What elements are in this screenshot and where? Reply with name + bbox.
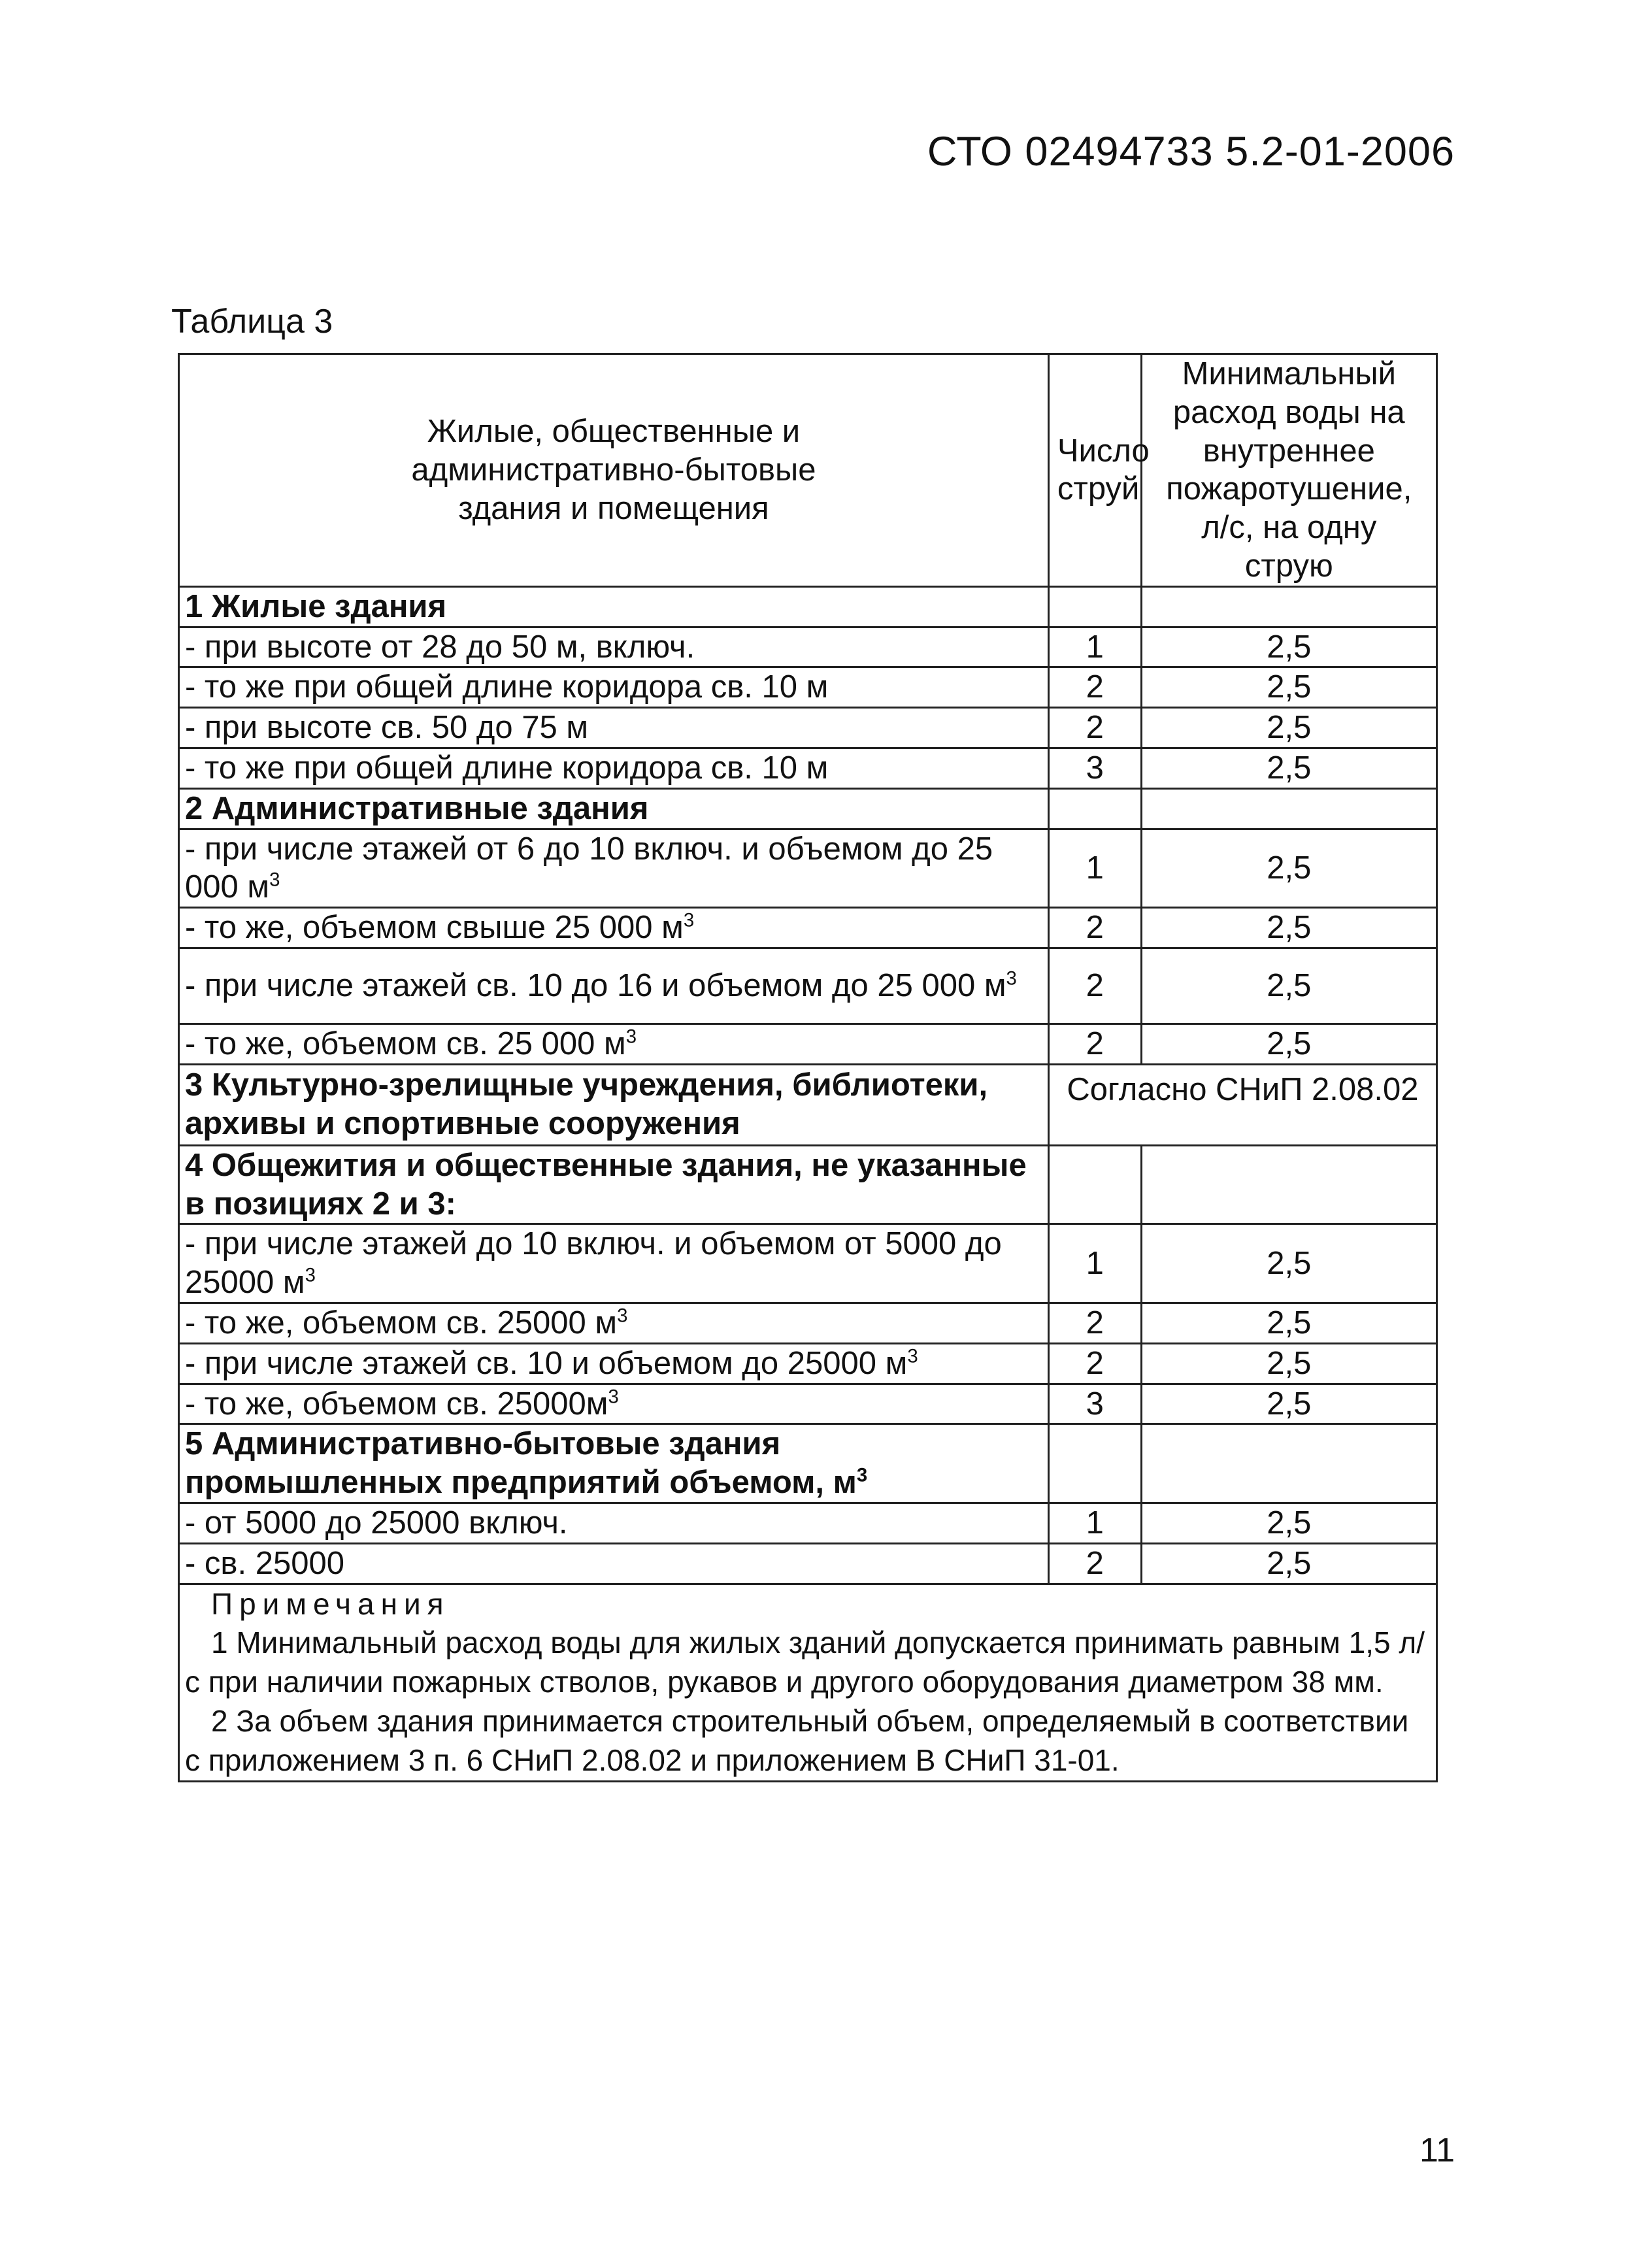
row-flow: 2,5 (1141, 748, 1436, 788)
row-desc-text: - то же, объемом св. 25000 м (185, 1305, 618, 1341)
row-desc (179, 1024, 1049, 1064)
row-flow: 2,5 (1141, 829, 1436, 908)
row-desc: - от 5000 до 25000 включ. (179, 1503, 1049, 1543)
superscript: 3 (856, 1464, 868, 1486)
header-flow: Минимальный расход воды на внутреннее пожаротушение, л/с, на одну струю (1141, 354, 1436, 587)
row-desc-text: - при числе этажей от 6 до 10 включ. и объемом до 25 000 м (185, 831, 993, 905)
fire-water-table (178, 353, 1438, 1782)
document-code: СТО 02494733 5.2-01-2006 (927, 129, 1455, 175)
row-flow: 2,5 (1141, 1384, 1436, 1424)
section-title-text: 5 Административно-бытовые здания промышленных предприятий объемом, м (185, 1426, 857, 1501)
table-row (179, 1503, 1437, 1543)
notes-heading: Примечания (211, 1586, 450, 1621)
section-value: Согласно СНиП 2.08.02 (1048, 1064, 1436, 1145)
note-1: 1 Минимальный расход воды для жилых зданий допускается принимать равным 1,5 л/с при наличии пожарных стволов, рукавов и другого оборудования диаметром 38 мм. (185, 1626, 1425, 1699)
row-desc-text: - то же, объемом свыше 25 000 м (185, 910, 684, 946)
row-jets: 3 (1048, 1384, 1141, 1424)
section-title: 2 Административные здания (179, 788, 1049, 829)
section-row (179, 1064, 1437, 1145)
table-row (179, 708, 1437, 748)
row-jets: 1 (1048, 1224, 1141, 1303)
row-flow: 2,5 (1141, 667, 1436, 708)
superscript: 3 (1006, 967, 1017, 990)
row-jets: 2 (1048, 1024, 1141, 1064)
row-desc-text: - то же, объемом св. 25 000 м (185, 1026, 626, 1061)
row-jets: 1 (1048, 1503, 1141, 1543)
row-flow: 2,5 (1141, 627, 1436, 667)
section-row (179, 1424, 1437, 1503)
row-jets: 1 (1048, 829, 1141, 908)
row-flow: 2,5 (1141, 948, 1436, 1024)
row-desc: - при высоте св. 50 до 75 м (179, 708, 1049, 748)
superscript: 3 (683, 909, 695, 931)
row-desc: - то же при общей длине коридора св. 10 м (179, 748, 1049, 788)
row-desc-text: - при числе этажей св. 10 до 16 и объемом до 25 000 м (185, 968, 1006, 1004)
row-desc (179, 948, 1049, 1024)
row-desc: - св. 25000 (179, 1543, 1049, 1584)
section-title (179, 1424, 1049, 1503)
row-desc-text: - то же, объемом св. 25000м (185, 1386, 608, 1422)
row-desc: - при высоте от 28 до 50 м, включ. (179, 627, 1049, 667)
row-jets: 2 (1048, 1343, 1141, 1384)
row-flow: 2,5 (1141, 708, 1436, 748)
row-flow: 2,5 (1141, 1343, 1436, 1384)
row-jets: 2 (1048, 1543, 1141, 1584)
notes-row (179, 1584, 1437, 1781)
row-desc (179, 1384, 1049, 1424)
row-jets: 2 (1048, 948, 1141, 1024)
table-row (179, 829, 1437, 908)
row-jets: 2 (1048, 908, 1141, 948)
row-flow: 2,5 (1141, 1503, 1436, 1543)
table-row (179, 748, 1437, 788)
table-row (179, 627, 1437, 667)
superscript: 3 (269, 869, 280, 892)
superscript: 3 (608, 1386, 619, 1408)
row-desc: - то же при общей длине коридора св. 10 м (179, 667, 1049, 708)
header-building-type: Жилые, общественные и административно-бытовые здания и помещения (179, 354, 1049, 587)
table-row (179, 1543, 1437, 1584)
table-row (179, 1024, 1437, 1064)
section-title: 4 Общежития и общественные здания, не указанные в позициях 2 и 3: (179, 1145, 1049, 1224)
superscript: 3 (625, 1026, 637, 1048)
row-desc (179, 1343, 1049, 1384)
row-jets: 2 (1048, 708, 1141, 748)
row-desc (179, 1224, 1049, 1303)
row-desc-text: - при числе этажей до 10 включ. и объемом от 5000 до 25000 м (185, 1226, 1002, 1301)
row-flow: 2,5 (1141, 1024, 1436, 1064)
section-title: 3 Культурно-зрелищные учреждения, библиотеки, архивы и спортивные сооружения (179, 1064, 1049, 1145)
row-desc (179, 829, 1049, 908)
section-row (179, 788, 1437, 829)
table-caption: Таблица 3 (171, 303, 333, 341)
row-jets: 2 (1048, 1303, 1141, 1343)
superscript: 3 (907, 1345, 918, 1367)
row-desc (179, 908, 1049, 948)
row-flow: 2,5 (1141, 908, 1436, 948)
header-jets: Число струй (1048, 354, 1141, 587)
row-desc-text: - при числе этажей св. 10 и объемом до 25000 м (185, 1345, 908, 1381)
row-flow: 2,5 (1141, 1543, 1436, 1584)
superscript: 3 (617, 1305, 628, 1327)
table-row (179, 667, 1437, 708)
row-jets: 2 (1048, 667, 1141, 708)
table-row (179, 1303, 1437, 1343)
row-flow: 2,5 (1141, 1224, 1436, 1303)
notes-cell (179, 1584, 1437, 1781)
table-row (179, 948, 1437, 1024)
table-row (179, 1384, 1437, 1424)
page-number: 11 (1419, 2131, 1455, 2169)
table-row (179, 908, 1437, 948)
row-jets: 1 (1048, 627, 1141, 667)
row-desc (179, 1303, 1049, 1343)
superscript: 3 (305, 1264, 316, 1286)
section-row (179, 586, 1437, 627)
section-title: 1 Жилые здания (179, 586, 1049, 627)
table-row (179, 1343, 1437, 1384)
table-header-row (179, 354, 1437, 587)
section-row (179, 1145, 1437, 1224)
row-flow: 2,5 (1141, 1303, 1436, 1343)
row-jets: 3 (1048, 748, 1141, 788)
table-row (179, 1224, 1437, 1303)
note-2: 2 За объем здания принимается строительный объем, определяемый в соответствии с приложением 3 п. 6 СНиП 2.08.02 и приложением В СНиП 31-01. (185, 1703, 1409, 1777)
